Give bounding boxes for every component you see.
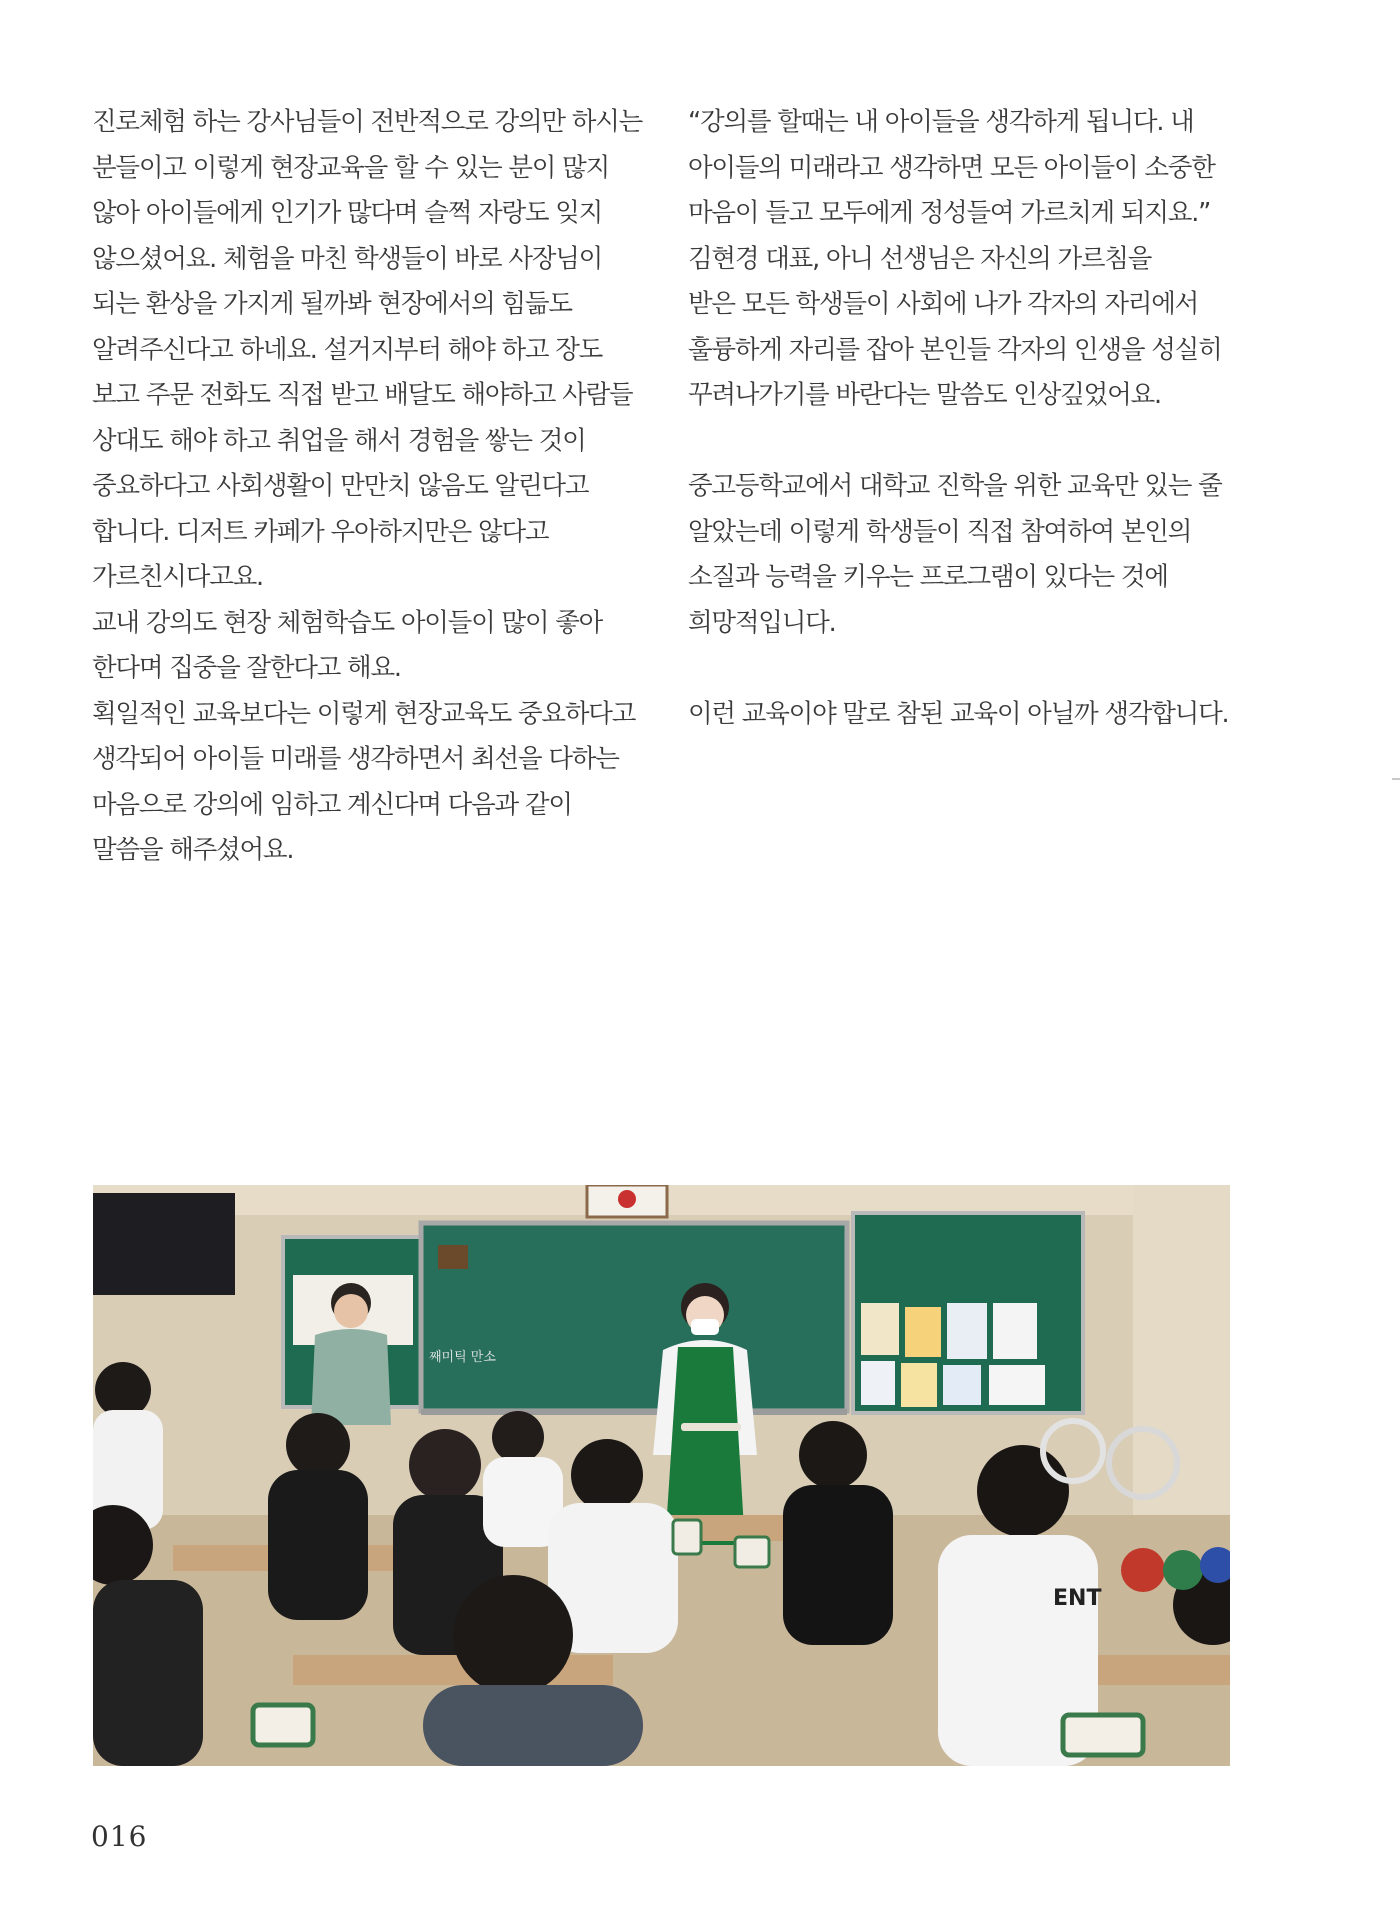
- right-paragraph-1: [688, 100, 1248, 419]
- student-head: [409, 1429, 481, 1501]
- left-paragraph-2: [92, 601, 692, 692]
- text-line: 알려주신다고 하네요. 설거지부터 해야 하고 장도: [92, 334, 603, 365]
- teacher-mask: [691, 1319, 719, 1335]
- poster: [901, 1363, 937, 1407]
- flag-emblem: [618, 1190, 636, 1208]
- poster: [943, 1365, 981, 1405]
- poster: [947, 1303, 987, 1359]
- text-line: 마음으로 강의에 임하고 계신다며 다음과 같이: [92, 789, 572, 820]
- student-head: [799, 1421, 867, 1489]
- left-paragraph-1: [92, 100, 692, 601]
- text-line: 되는 환상을 가지게 될까봐 현장에서의 힘듦도: [92, 289, 572, 319]
- jar: [735, 1537, 769, 1567]
- student-body: [783, 1485, 893, 1645]
- text-line: 마음이 들고 모두에게 정성들여 가르치게 되지요.”: [688, 198, 1211, 228]
- page-number: 016: [91, 1820, 148, 1853]
- man-shirt: [311, 1329, 391, 1425]
- student-body: [268, 1470, 368, 1620]
- bowl: [1063, 1715, 1143, 1755]
- text-line: 획일적인 교육보다는 이렇게 현장교육도 중요하다고: [92, 698, 636, 729]
- text-line: 훌륭하게 자리를 잡아 본인들 각자의 인생을 성실히: [688, 334, 1222, 365]
- student-head: [453, 1575, 573, 1695]
- poster: [989, 1365, 1045, 1405]
- text-line: 합니다. 디저트 카페가 우아하지만은 않다고: [92, 516, 549, 547]
- bowl: [253, 1705, 313, 1745]
- text-line: 않아 아이들에게 인기가 많다며 슬쩍 자랑도 잊지: [92, 198, 603, 228]
- text-line: “강의를 할때는 내 아이들을 생각하게 됩니다. 내: [688, 107, 1194, 137]
- man-face: [334, 1294, 368, 1328]
- text-line: 받은 모든 학생들이 사회에 나가 각자의 자리에서: [688, 289, 1199, 319]
- text-line: 이런 교육이야 말로 참된 교육이 아닐까 생각합니다.: [688, 698, 1229, 729]
- wall-tv: [93, 1193, 235, 1295]
- exercise-ball: [1163, 1550, 1203, 1590]
- board-note: [438, 1245, 468, 1269]
- student-body: [93, 1580, 203, 1766]
- jar: [673, 1520, 701, 1554]
- text-line: 중요하다고 사회생활이 만만치 않음도 알린다고: [92, 471, 589, 501]
- paragraph-gap: [688, 419, 1248, 465]
- classroom-photo: [93, 1185, 1230, 1766]
- right-paragraph-2: [688, 464, 1248, 646]
- text-line: 김현경 대표, 아니 선생님은 자신의 가르침을: [688, 243, 1152, 274]
- classroom-photo-illustration: [93, 1185, 1230, 1766]
- text-line: 보고 주문 전화도 직접 받고 배달도 해야하고 사람들: [92, 380, 633, 410]
- chalk-tray: [421, 1409, 847, 1415]
- shirt-print: ENT: [1053, 1586, 1102, 1611]
- text-line: 중고등학교에서 대학교 진학을 위한 교육만 있는 줄: [688, 471, 1222, 501]
- student-head: [571, 1439, 643, 1511]
- text-line: 희망적입니다.: [688, 607, 836, 638]
- left-text-column: [92, 100, 692, 874]
- chalkboard: [421, 1223, 847, 1411]
- right-paragraph-3: [688, 692, 1248, 738]
- text-line: 않으셨어요. 체험을 마친 학생들이 바로 사장님이: [92, 243, 603, 274]
- board-text: 째미틱 만소: [429, 1350, 496, 1365]
- text-line: 진로체험 하는 강사님들이 전반적으로 강의만 하시는: [92, 107, 643, 137]
- text-line: 상대도 해야 하고 취업을 해서 경험을 쌓는 것이: [92, 425, 586, 456]
- poster: [905, 1307, 941, 1357]
- exercise-ball: [1121, 1548, 1165, 1592]
- student-head: [286, 1413, 350, 1477]
- text-line: 분들이고 이렇게 현장교육을 할 수 있는 분이 많지: [92, 152, 610, 183]
- student-body: [423, 1685, 643, 1766]
- teacher-plate: [681, 1423, 741, 1431]
- text-line: 소질과 능력을 키우는 프로그램이 있다는 것에: [688, 562, 1168, 592]
- poster: [993, 1303, 1037, 1359]
- text-line: 꾸려나가기를 바란다는 말씀도 인상깊었어요.: [688, 380, 1161, 410]
- text-line: 생각되어 아이들 미래를 생각하면서 최선을 다하는: [92, 744, 619, 774]
- paragraph-gap: [688, 646, 1248, 692]
- student-head: [492, 1411, 544, 1463]
- text-line: 말씀을 해주셨어요.: [92, 835, 294, 865]
- left-paragraph-3: [92, 692, 692, 874]
- text-line: 가르친시다고요.: [92, 562, 263, 592]
- student-head: [977, 1445, 1069, 1537]
- poster: [861, 1303, 899, 1355]
- text-line: 교내 강의도 현장 체험학습도 아이들이 많이 좋아: [92, 607, 603, 638]
- text-line: 알았는데 이렇게 학생들이 직접 참여하여 본인의: [688, 516, 1192, 547]
- right-text-column: [688, 100, 1248, 737]
- page-edge-mark: [1392, 778, 1400, 780]
- wall-panel-right: [1133, 1185, 1230, 1515]
- student-head: [95, 1362, 151, 1418]
- text-line: 아이들의 미래라고 생각하면 모든 아이들이 소중한: [688, 152, 1215, 183]
- poster: [861, 1361, 895, 1405]
- text-line: 한다며 집중을 잘한다고 해요.: [92, 653, 401, 683]
